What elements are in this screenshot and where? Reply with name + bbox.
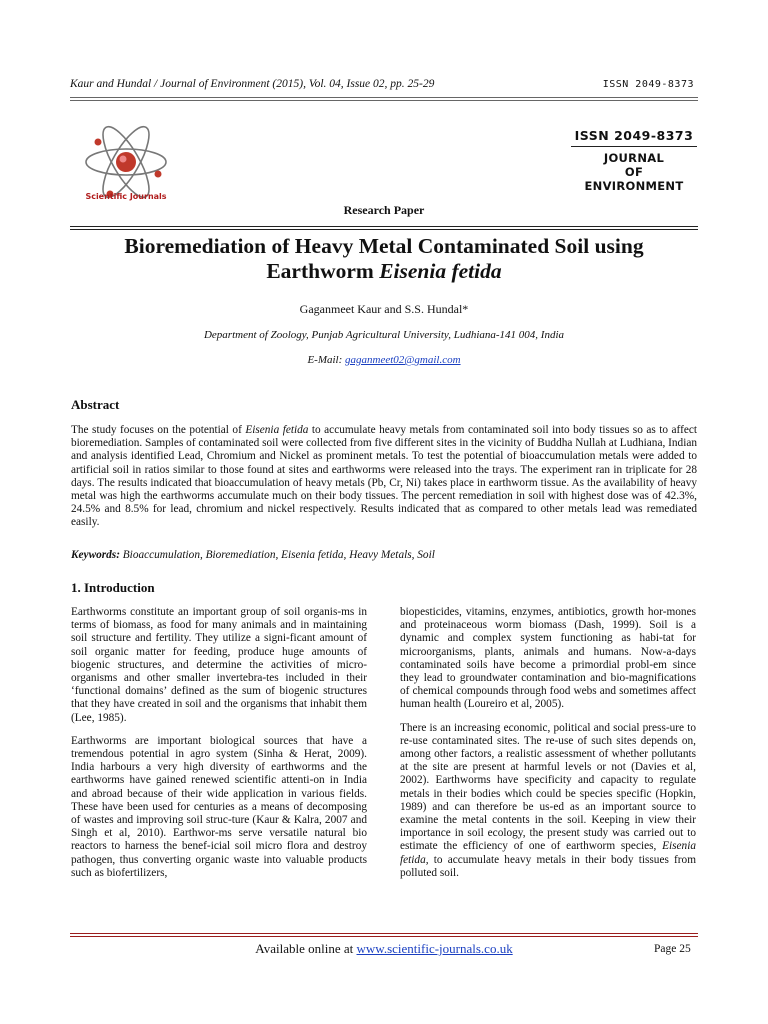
available-label: Available online at [255, 941, 357, 956]
abstract-body [71, 424, 697, 530]
header-rule [70, 100, 698, 101]
footer-available [0, 941, 768, 957]
keywords-value: Bioaccumulation, Bioremediation, Eisenia fetida, Heavy Metals, Soil [122, 549, 435, 561]
email-line [0, 354, 768, 366]
section-heading: 1. Introduction [71, 580, 155, 595]
keywords-label: Keywords: [71, 549, 123, 561]
abstract-text: The study focuses on the potential of [71, 424, 246, 436]
journal-issn: ISSN 2049-8373 [571, 128, 697, 147]
page-number: Page 25 [654, 943, 691, 955]
title-line-1: Bioremediation of Heavy Metal Contaminated Soil using [124, 234, 644, 258]
paragraph-text: to accumulate heavy metals in their body tissues from polluted soil. [400, 853, 696, 879]
email-label: E-Mail: [307, 354, 346, 366]
paper-title [60, 234, 708, 284]
logo-text: Scientific Journals [85, 192, 167, 201]
affiliation: Department of Zoology, Punjab Agricultural University, Ludhiana-141 004, India [203, 329, 565, 341]
header-issn: ISSN 2049-8373 [602, 79, 694, 90]
paragraph: Earthworms are important biological sources that have a tremendous potential in agro system (Sinha & Herat, 2009). India harbours a very high diversity of earthworms and the earthworms have gained renewed scientific attenti-on in India and abroad because of their wide application in various fields. These have been used for centuries as a means of decomposing of wastes and improving soil struc-ture (Kaur & Kalra, 2007 and Singh et al, 2010). Earthwor-ms serve versatile natural bio reactors to harness the benef-icial soil micro flora and destroy pathogen, thus converting organic waste into valuable products such as biofertilizers, [71, 734, 367, 879]
title-rule [70, 226, 698, 227]
abstract-species: Eisenia fetida [245, 424, 309, 436]
paragraph: Earthworms constitute an important group of soil organis-ms in terms of biomass, as food for many animals and in maintaining soil structure and fertility. They utilize a signi-ficant amount of soil organic matter for feeding, produce huge amounts of biogenic structures, and determine the activities of micro-organisms and other smaller invertebra-tes included in their ‘functional domains’ defined as the sum of biogenic structures that they have created in soil and the organisms that inhabit them (Lee, 1985). [71, 606, 367, 724]
column-right [400, 606, 696, 890]
journal-url-link[interactable]: www.scientific-journals.co.uk [356, 941, 513, 956]
authors: Gaganmeet Kaur and S.S. Hundal* [299, 302, 469, 316]
paragraph [400, 722, 696, 880]
abstract-heading: Abstract [71, 397, 120, 412]
paper-type: Research Paper [343, 203, 425, 217]
journal-line: ENVIRONMENT [584, 179, 684, 193]
abstract-text: to accumulate heavy metals from contaminated soil into body tissues so as to affect bioremediation. Samples of contaminated soil were collected from five different sites in the vicinity of Buddha Nullah at Ludhiana, Indian and analysis identified Lead, Chromium and Nickel as prominent metals. To test the potential of bioaccumulation metals were added to artificial soil in ratios similar to those found at sites and earthworms were released into the trays. The experiment ran in triplicate for 28 days. The results indicated that bioaccumulation of heavy metals (Pb, Cr, Ni) takes place in earthworm tissue. As the availability of heavy metal was high the earthworms accumulate much on their body tissues. The percent remediation in soil with highest dose was of 42.3%, 24.5% and 8.5% for lead, chromium and nickel respectively. Results indicated that as compared to other metals lead was remediated easily. [71, 424, 697, 529]
footer-rule [70, 936, 698, 937]
header-rule [70, 97, 698, 98]
running-head-text: Kaur and Hundal / Journal of Environment (2015), Vol. 04, Issue 02, pp. 25-29 [70, 78, 435, 90]
running-header [70, 78, 710, 90]
paragraph-text: There is an increasing economic, political and social press-ure to re-use contaminated sites. The re-use of such sites depends on, among other factors, a realistic assessment of whether pollutants at the site are present at harmful levels or not (Davies et al, 2002). Earthworms have specificity and capacity to regulate metals in their bodies which could be species specific (Hopkin, 1989) and can therefore be us-ed as an important source to examine the metal contents in the soil. Keeping in view their importance in soil ecology, the present study was carried out to estimate the efficiency of one of earthworm species, [400, 721, 696, 853]
keywords [71, 549, 697, 561]
journal-line: OF [624, 165, 644, 179]
title-line-2 [60, 259, 708, 284]
journal-box [571, 128, 697, 200]
paragraph: biopesticides, vitamins, enzymes, antibiotics, growth hor-mones and proteinaceous worm biomass (Dash, 1999). Soil is a dynamic and complex system functioning as habi-tat for microorganisms, plants, animals and humans. Now-a-days contaminated soils have become a primordial probl-em since they lead to groundwater contamination and bio-magnifications of chemical compounds through food webs and sometimes affect human health (Loureiro et al, 2005). [400, 606, 696, 711]
journal-line: JOURNAL [603, 151, 665, 165]
paragraph-species: Eisenia fetida, [400, 840, 696, 866]
title-species: Eisenia fetida [379, 259, 502, 283]
title-rule [70, 229, 698, 230]
footer-rule [70, 933, 698, 934]
title-plain: Earthworm [266, 259, 380, 283]
column-left [71, 606, 367, 890]
email-link[interactable]: gaganmeet02@gmail.com [345, 354, 461, 366]
